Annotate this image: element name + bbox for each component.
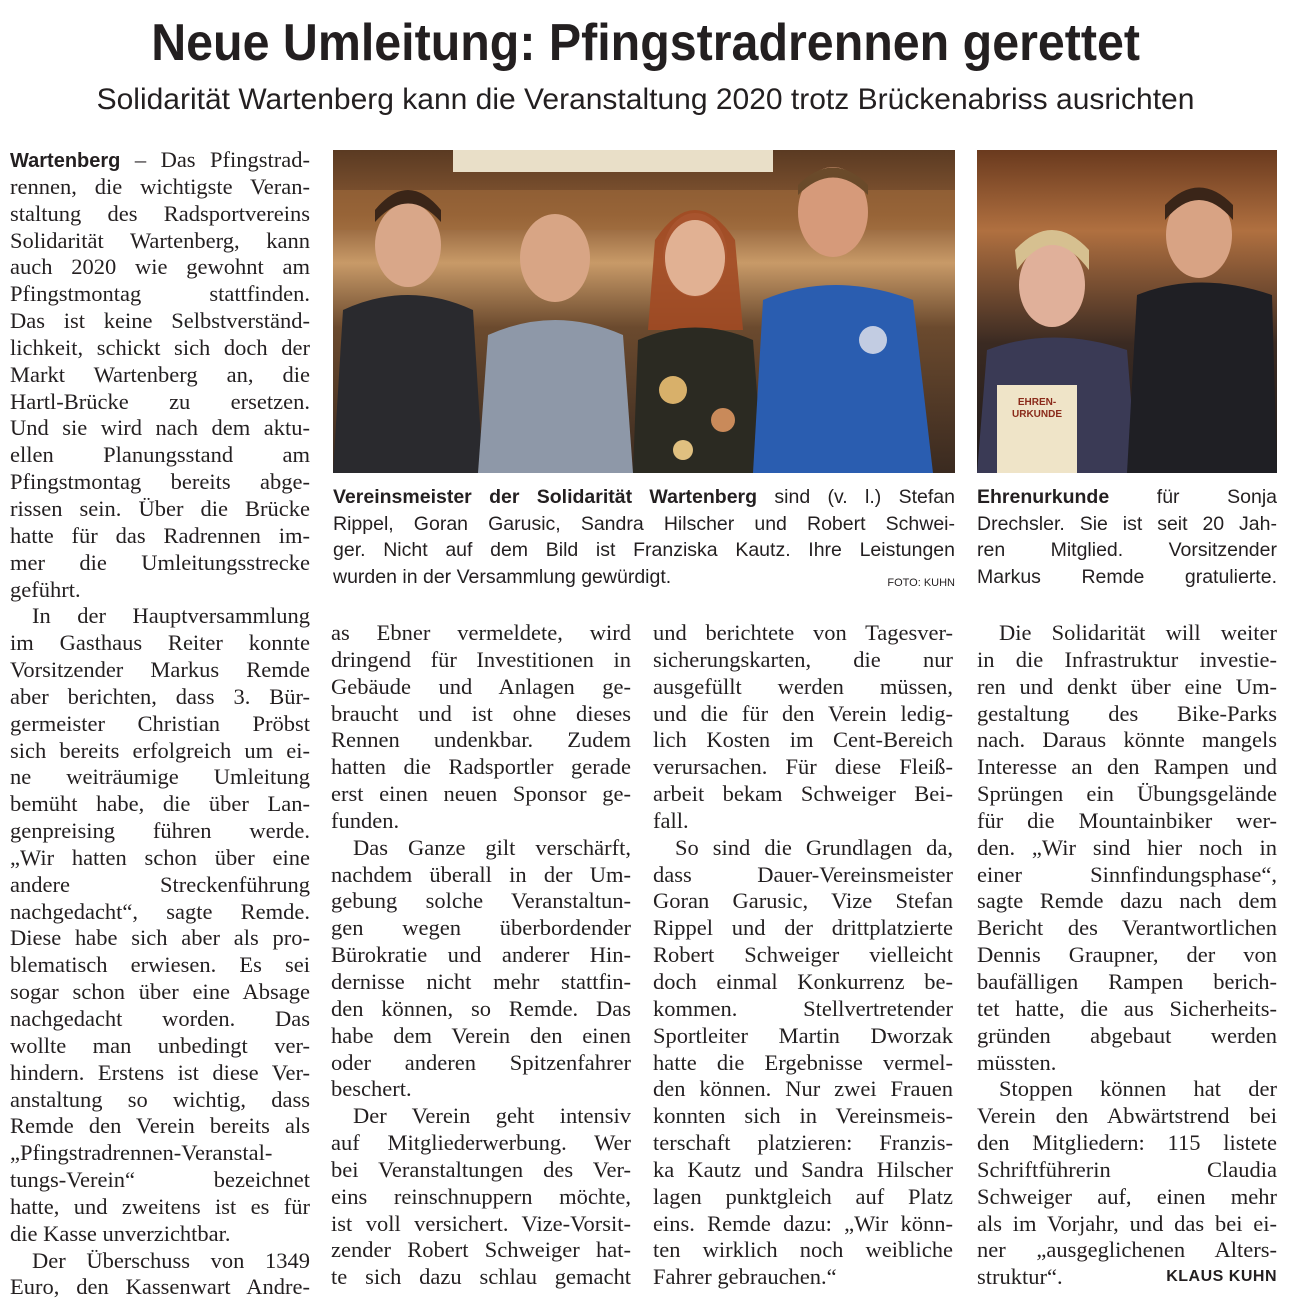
article-line <box>10 1087 310 1114</box>
article-line <box>10 872 310 899</box>
caption-line: ger. Nicht auf dem Bild ist Franziska Kautz. Ihre Leistungen <box>333 539 955 562</box>
article-text: So sind die Grundlagen da, <box>675 834 953 860</box>
article-line <box>331 808 631 835</box>
article-text: nach. Daraus könnte mangels <box>977 727 1277 753</box>
article-text: arbeit bekam Schweiger Bei- <box>653 781 953 807</box>
article-line <box>331 1157 631 1184</box>
article-text: Der Verein geht intensiv <box>353 1103 631 1129</box>
article-text: Dennis Graupner, der von <box>977 942 1277 968</box>
article-text: dringend für Investitionen in <box>331 646 631 672</box>
article-text: Schweiger auf, einen mehr <box>977 1183 1277 1209</box>
article-line <box>331 1237 631 1264</box>
article-line <box>653 862 953 889</box>
article-line <box>10 711 310 738</box>
article-text: einer Sinnfindungsphase“, <box>977 861 1277 887</box>
article-line <box>653 1023 953 1050</box>
article-text: Pfingstmontag bereits abge- <box>10 469 310 495</box>
article-line <box>653 1264 953 1291</box>
article-text: Bürokratie und anderer Hin- <box>331 942 631 968</box>
article-text: Hartl-Brücke zu ersetzen. <box>10 388 310 414</box>
article-text: Pfingstmontag stattfinden. <box>10 281 310 307</box>
article-line <box>331 781 631 808</box>
article-text: lichkeit, schickt sich doch der <box>10 334 310 360</box>
article-text: tet hatte, die aus Sicherheits- <box>977 995 1277 1021</box>
article-text: Schriftführerin Claudia <box>977 1156 1277 1182</box>
article-line <box>10 174 310 201</box>
article-text: Gebäude und Anlagen ge- <box>331 673 631 699</box>
article-text: gestaltung des Bike-Parks <box>977 700 1277 726</box>
article-line <box>977 915 1277 942</box>
article-text: Sprüngen ein Übungsgelände <box>977 781 1277 807</box>
caption-lead: Ehrenurkunde <box>977 486 1110 508</box>
article-text: germeister Christian Pröbst <box>10 710 310 736</box>
article-text: rennen, die wichtigste Veran- <box>10 173 310 199</box>
article-line <box>977 781 1277 808</box>
article-line <box>977 754 1277 781</box>
article-text: Sportleiter Martin Dworzak <box>653 1022 953 1048</box>
article-text: hatten die Radsportler gerade <box>331 754 631 780</box>
article-line <box>331 969 631 996</box>
article-line <box>977 862 1277 889</box>
article-text: hindern. Erstens ist diese Ver- <box>10 1059 310 1085</box>
article-text: Goran Garusic, Vize Stefan <box>653 888 953 914</box>
article-text: dernisse nicht mehr stattfin- <box>331 968 631 994</box>
article-text: Das ist keine Selbstverständ- <box>10 308 310 334</box>
article-text: den können. Nur zwei Frauen <box>653 1076 953 1102</box>
article-line <box>977 647 1277 674</box>
article-line <box>977 1050 1277 1077</box>
article-line <box>10 362 310 389</box>
caption-lead: Vereinsmeister der Solidarität Wartenberg <box>333 486 758 508</box>
article-text: rissen sein. Über die Brücke <box>10 495 310 521</box>
article-line <box>653 1050 953 1077</box>
article-line <box>653 835 953 862</box>
article-line <box>977 835 1277 862</box>
article-text: in die Infrastruktur investie- <box>977 646 1277 672</box>
article-text: In der Hauptversammlung <box>32 603 310 629</box>
article-line <box>331 942 631 969</box>
certificate-lettering-2: URKUNDE <box>1012 409 1062 420</box>
article-line <box>653 754 953 781</box>
article-text: ka Kautz und Sandra Hilscher <box>653 1156 953 1182</box>
article-text: Robert Schweiger vielleicht <box>653 942 953 968</box>
article-text: funden. <box>331 807 400 833</box>
article-text: nachgedacht worden. Das <box>10 1006 310 1031</box>
article-line <box>653 674 953 701</box>
article-line <box>10 1274 310 1301</box>
article-line <box>10 979 310 1006</box>
photo-credit: FOTO: KUHN <box>887 577 955 590</box>
article-line <box>977 1130 1277 1157</box>
article-line <box>10 1140 310 1167</box>
article-line <box>331 835 631 862</box>
article-text: als im Vorjahr, und das bei ei- <box>977 1210 1277 1236</box>
article-line <box>10 389 310 416</box>
article-line <box>977 1103 1277 1130</box>
article-text: Diese habe sich aber als pro- <box>10 925 310 951</box>
article-text: und berichtete von Tagesver- <box>653 620 953 645</box>
article-text: as Ebner vermeldete, wird <box>331 620 631 645</box>
article-line <box>653 1157 953 1184</box>
article-text: den können, so Remde. Das <box>331 995 631 1021</box>
article-text: ner „ausgeglichenen Alters- <box>977 1237 1277 1263</box>
side-photo <box>977 150 1277 473</box>
article-text: Remde den Verein bereits als <box>10 1113 310 1139</box>
article-line <box>653 1103 953 1130</box>
article-text: bei Veranstaltungen des Ver- <box>331 1156 631 1182</box>
article-text: terschaft platzieren: Franzis- <box>653 1130 953 1156</box>
article-line <box>10 1167 310 1194</box>
article-text: Und sie wird nach dem aktu- <box>10 415 310 441</box>
article-text: genpreising führen werde. <box>10 818 310 844</box>
article-line <box>331 754 631 781</box>
article-line <box>10 630 310 657</box>
article-text: gebung solche Veranstaltun- <box>331 888 631 914</box>
article-text: dass Dauer-Vereinsmeister <box>653 861 953 887</box>
article-line <box>331 620 631 647</box>
article-text: auf Mitgliederwerbung. Wer <box>331 1130 631 1156</box>
article-text: hatte die Ergebnisse vermel- <box>653 1049 953 1075</box>
article-line <box>10 1194 310 1221</box>
article-text: verursachen. Für diese Fleiß- <box>653 754 953 780</box>
article-line <box>10 201 310 228</box>
article-text: nachgedacht“, sagte Remde. <box>10 898 310 924</box>
article-text: ist voll versichert. Vize-Vorsit- <box>331 1210 631 1236</box>
article-text: hatte, und zweitens ist es für <box>10 1193 310 1219</box>
article-text: sicherungskarten, die nur <box>653 646 953 672</box>
article-line <box>331 1076 631 1103</box>
article-text: braucht und ist ohne dieses <box>331 700 631 726</box>
main-photo <box>333 150 955 473</box>
author-byline: KLAUS KUHN <box>1166 1268 1277 1286</box>
group-photo-illustration <box>333 150 955 473</box>
article-text: staltung des Radsportvereins <box>10 200 310 226</box>
article-text: sogar schon über eine Absage <box>10 979 310 1005</box>
article-text: blematisch erwiesen. Es sei <box>10 952 310 978</box>
article-line <box>10 791 310 818</box>
caption-text: wurden in der Versammlung gewürdigt. <box>333 566 672 589</box>
article-text: Die Solidarität will weiter <box>999 620 1277 645</box>
article-text: den. „Wir sind hier noch in <box>977 834 1277 860</box>
article-text: ausgefüllt werden müssen, <box>653 673 953 699</box>
article-text: die Kasse unverzichtbar. <box>10 1220 231 1246</box>
article-line <box>331 888 631 915</box>
article-line <box>653 620 953 647</box>
article-text: lagen punktgleich auf Platz <box>653 1183 953 1209</box>
article-line <box>10 469 310 496</box>
article-text: baufälligen Rampen berich- <box>977 968 1277 994</box>
article-text: Vorsitzender Markus Remde <box>10 657 310 683</box>
article-text: hatte für das Radrennen im- <box>10 522 310 548</box>
article-line <box>10 845 310 872</box>
article-text: müssten. <box>977 1049 1057 1075</box>
article-text: Solidarität Wartenberg, kann <box>10 227 310 253</box>
article-text: Das Ganze gilt verschärft, <box>353 834 631 860</box>
caption-line <box>333 484 955 511</box>
article-text: Bericht des Verantwortlichen <box>977 915 1277 941</box>
article-line <box>653 1211 953 1238</box>
article-column-3 <box>653 620 953 1291</box>
article-text: geführt. <box>10 576 81 602</box>
article-text: Rippel und der drittplatzierte <box>653 915 953 941</box>
article-text: bemüht habe, die über Lan- <box>10 791 310 817</box>
article-text: zender Robert Schweiger hat- <box>331 1237 631 1263</box>
article-text: habe dem Verein den einen <box>331 1022 631 1048</box>
article-line <box>653 888 953 915</box>
article-line <box>10 1033 310 1060</box>
article-line <box>331 674 631 701</box>
article-text: Interesse an den Rampen und <box>977 754 1277 780</box>
article-line <box>977 888 1277 915</box>
article-line <box>10 577 310 604</box>
article-line <box>10 818 310 845</box>
article-text: Verein den Abwärtstrend bei <box>977 1103 1277 1129</box>
article-text: doch einmal Konkurrenz be- <box>653 968 953 994</box>
article-text: „Pfingstradrennen-Veranstal- <box>10 1140 273 1166</box>
article-text: sagte Remde dazu nach dem <box>977 888 1277 914</box>
caption-text: sind (v. l.) Stefan <box>774 486 955 508</box>
article-line <box>331 1103 631 1130</box>
article-line <box>331 647 631 674</box>
main-photo-caption <box>333 484 955 597</box>
article-line <box>977 701 1277 728</box>
article-line <box>10 1006 310 1033</box>
article-line <box>331 996 631 1023</box>
article-line <box>977 969 1277 996</box>
article-column-4 <box>977 620 1277 1291</box>
article-text: gründen abgebaut werden <box>977 1022 1277 1048</box>
article-line <box>10 1248 310 1275</box>
article-text: kommen. Stellvertretender <box>653 995 953 1021</box>
caption-line: ren Mitglied. Vorsitzender <box>977 539 1277 562</box>
article-line <box>977 674 1277 701</box>
article-line <box>10 550 310 577</box>
article-line <box>331 862 631 889</box>
article-line <box>331 727 631 754</box>
article-text: und die für den Verein ledig- <box>653 700 953 726</box>
article-text: mer die Umleitungsstrecke <box>10 549 310 575</box>
article-text: Rennen undenkbar. Zudem <box>331 727 631 753</box>
article-line <box>331 701 631 728</box>
article-line <box>10 335 310 362</box>
article-line <box>10 952 310 979</box>
article-line <box>10 442 310 469</box>
award-photo-illustration <box>977 150 1277 473</box>
article-line <box>10 738 310 765</box>
article-line <box>10 415 310 442</box>
article-line <box>977 1237 1277 1264</box>
article-line <box>10 147 310 174</box>
article-line <box>653 647 953 674</box>
article-line <box>331 1023 631 1050</box>
article-text: ten wirklich noch weibliche <box>653 1237 953 1263</box>
article-line <box>977 620 1277 647</box>
article-line <box>10 925 310 952</box>
article-text: erst einen neuen Sponsor ge- <box>331 781 631 807</box>
article-line <box>331 1130 631 1157</box>
article-line <box>977 1157 1277 1184</box>
article-line <box>10 254 310 281</box>
article-line <box>10 684 310 711</box>
article-text: Euro, den Kassenwart Andre- <box>10 1274 310 1300</box>
article-line <box>331 915 631 942</box>
article-text: te sich dazu schlau gemacht <box>331 1264 631 1290</box>
article-line <box>331 1211 631 1238</box>
article-line <box>977 1264 1277 1291</box>
caption-line: Drechsler. Sie ist seit 20 Jah- <box>977 512 1277 535</box>
article-line <box>10 1060 310 1087</box>
article-text: – Das Pfingstrad- <box>134 147 310 172</box>
article-text: den Mitgliedern: 115 listete <box>977 1130 1277 1156</box>
article-text: sich bereits erfolgreich um ei- <box>10 737 310 763</box>
article-line <box>653 915 953 942</box>
article-line <box>977 1023 1277 1050</box>
article-text: fall. <box>653 807 689 833</box>
article-line <box>653 1184 953 1211</box>
article-text: auch 2020 wie gewohnt am <box>10 254 310 280</box>
article-line <box>331 1184 631 1211</box>
article-text: ellen Planungsstand am <box>10 442 310 468</box>
article-line <box>10 523 310 550</box>
article-line <box>653 1076 953 1103</box>
article-line <box>977 942 1277 969</box>
article-text: ren und denkt über eine Um- <box>977 673 1277 699</box>
article-column-2 <box>331 620 631 1291</box>
caption-line <box>333 564 955 591</box>
article-line <box>653 969 953 996</box>
caption-text: für Sonja <box>1156 486 1277 508</box>
dateline: Wartenberg <box>10 150 121 172</box>
article-line <box>977 1211 1277 1238</box>
article-text: anstaltung so wichtig, dass <box>10 1086 310 1112</box>
article-line <box>10 228 310 255</box>
article-text: andere Streckenführung <box>10 871 310 897</box>
article-line <box>10 1113 310 1140</box>
article-text: eins. Remde dazu: „Wir könn- <box>653 1210 953 1236</box>
article-line <box>653 1237 953 1264</box>
article-text: ne weiträumige Umleitung <box>10 764 310 790</box>
caption-line: Rippel, Goran Garusic, Sandra Hilscher und Robert Schwei- <box>333 512 955 535</box>
caption-line <box>977 484 1277 511</box>
article-text: struktur“. <box>977 1264 1063 1290</box>
article-line <box>10 1221 310 1248</box>
article-line <box>10 496 310 523</box>
article-text: nachdem überall in der Um- <box>331 861 631 887</box>
article-text: konnten sich in Vereinsmeis- <box>653 1103 953 1129</box>
article-text: aber berichten, dass 3. Bür- <box>10 683 310 709</box>
article-text: Fahrer gebrauchen.“ <box>653 1264 837 1290</box>
article-line <box>331 1050 631 1077</box>
article-line <box>653 781 953 808</box>
article-line <box>977 996 1277 1023</box>
article-line <box>977 727 1277 754</box>
article-text: „Wir hatten schon über eine <box>10 844 310 870</box>
article-line <box>653 942 953 969</box>
article-text: eins reinschnuppern möchte, <box>331 1183 631 1209</box>
article-line <box>653 808 953 835</box>
article-text: tungs-Verein“ bezeichnet <box>10 1167 310 1193</box>
article-line <box>10 764 310 791</box>
headline-text: Neue Umleitung: Pfingstradrennen gerettet <box>151 14 1140 72</box>
headline <box>0 10 1291 76</box>
article-line <box>653 727 953 754</box>
article-line <box>10 308 310 335</box>
article-text: Der Überschuss von 1349 <box>32 1247 310 1273</box>
article-text: oder anderen Spitzenfahrer <box>331 1049 631 1075</box>
article-line <box>977 808 1277 835</box>
article-column-1 <box>10 147 310 1301</box>
article-line <box>10 603 310 630</box>
article-text: beschert. <box>331 1076 412 1102</box>
article-line <box>653 1130 953 1157</box>
side-photo-caption <box>977 484 1277 591</box>
article-text: lich Kosten im Cent-Bereich <box>653 727 953 753</box>
subheadline: Solidarität Wartenberg kann die Veranstaltung 2020 trotz Brückenabriss ausrichten <box>96 83 1195 116</box>
article-text: gen wegen überbordender <box>331 915 631 941</box>
article-text: im Gasthaus Reiter konnte <box>10 630 310 656</box>
caption-line: Markus Remde gratulierte. <box>977 566 1277 589</box>
certificate-lettering: EHREN- <box>1017 397 1057 408</box>
article-text: wollte man unbedingt ver- <box>10 1032 310 1058</box>
article-line <box>10 899 310 926</box>
article-text: für die Mountainbiker wer- <box>977 807 1277 833</box>
article-line <box>10 281 310 308</box>
article-line <box>331 1264 631 1291</box>
article-text: Markt Wartenberg an, die <box>10 361 310 387</box>
article-line <box>653 996 953 1023</box>
article-line <box>977 1184 1277 1211</box>
article-text: Stoppen können hat der <box>999 1076 1277 1102</box>
article-line <box>653 701 953 728</box>
article-line <box>10 657 310 684</box>
article-line <box>977 1076 1277 1103</box>
